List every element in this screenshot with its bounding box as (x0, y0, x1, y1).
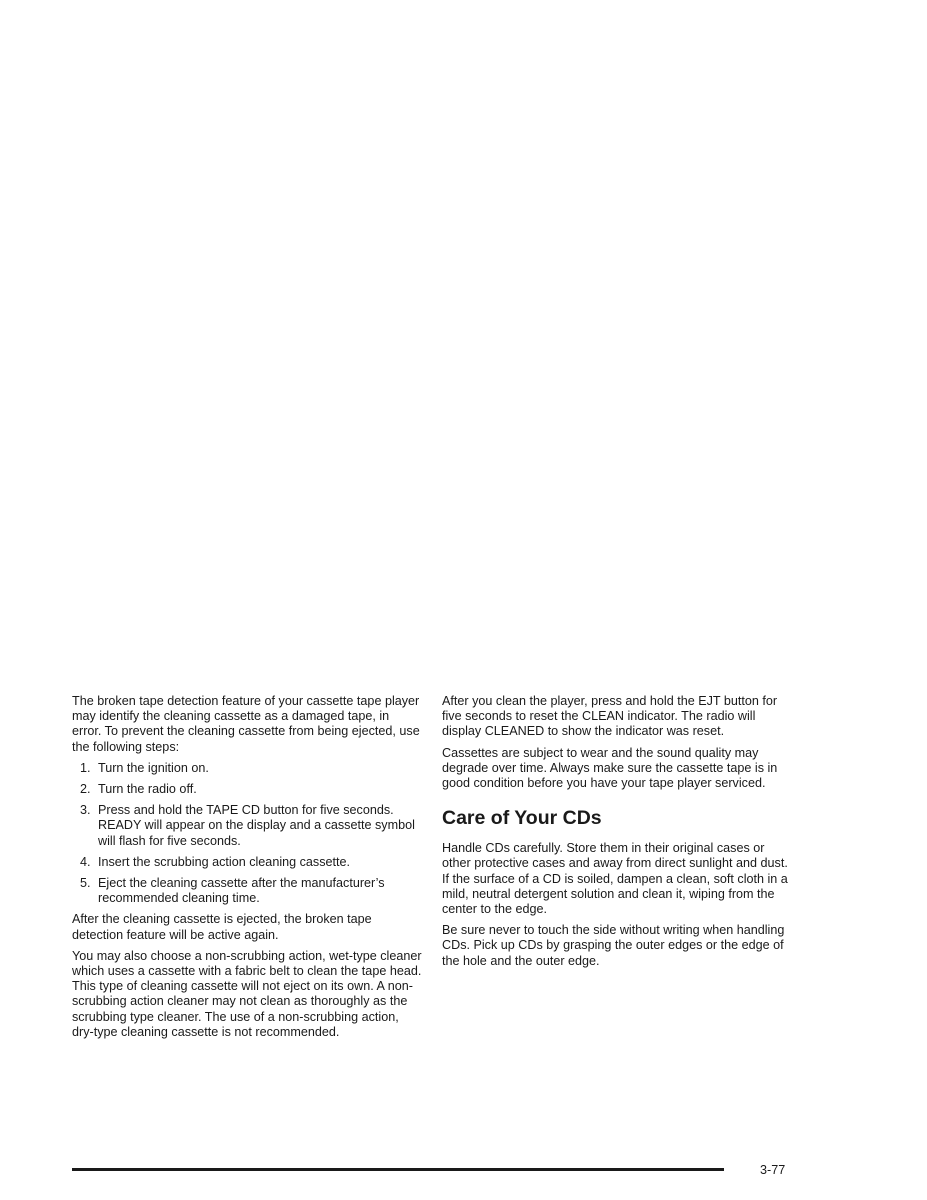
step-text: Eject the cleaning cassette after the manufacturer’s recommended cleaning time. (98, 876, 385, 906)
page-number: 3-77 (760, 1163, 786, 1177)
step-text: Insert the scrubbing action cleaning cassette. (98, 854, 351, 869)
list-item (72, 761, 422, 776)
list-item (72, 855, 422, 870)
footer-rule (72, 1168, 724, 1171)
list-item (72, 782, 422, 797)
step-text: Turn the ignition on. (98, 760, 209, 775)
handle-cds-paragraph: Handle CDs carefully. Store them in their original cases or other protective cases and away from direct sunlight and dust. If the surface of a CD is soiled, dampen a clean, soft cloth in a mild, neutral detergent solution and clean it, wiping from the center to the edge. (442, 841, 788, 917)
step-text: Press and hold the TAPE CD button for five seconds. READY will appear on the display and a cassette symbol will flash for five seconds. (98, 803, 415, 848)
intro-paragraph: The broken tape detection feature of your cassette tape player may identify the cleaning cassette as a damaged tape, in error. To prevent the cleaning cassette from being ejected, use the following steps: (72, 694, 420, 754)
list-item (72, 876, 422, 906)
step-number: 3. (80, 803, 91, 818)
list-item (72, 803, 422, 849)
left-column (72, 694, 422, 1046)
never-touch-paragraph: Be sure never to touch the side without writing when handling CDs. Pick up CDs by grasping the outer edges or the edge of the hole and the outer edge. (442, 923, 785, 968)
step-text: Turn the radio off. (98, 782, 197, 797)
non-scrubbing-paragraph: You may also choose a non-scrubbing action, wet-type cleaner which uses a cassette with a fabric belt to clean the tape head. This type of cleaning cassette will not eject on its own. A non-scrubbing action cleaner may not clean as thoroughly as the scrubbing type cleaner. The use of a non-scrubbing action, dry-type cleaning cassette is not recommended. (72, 948, 422, 1039)
step-number: 1. (80, 760, 91, 775)
cleaning-steps-list (72, 761, 422, 907)
right-column (442, 694, 792, 975)
section-heading: Care of Your CDs (442, 807, 602, 830)
step-number: 4. (80, 854, 91, 869)
after-eject-paragraph: After the cleaning cassette is ejected, the broken tape detection feature will be active again. (72, 912, 372, 942)
after-clean-paragraph: After you clean the player, press and hold the EJT button for five seconds to reset the CLEAN indicator. The radio will display CLEANED to show the indicator was reset. (442, 694, 778, 739)
cassette-wear-paragraph: Cassettes are subject to wear and the sound quality may degrade over time. Always make sure the cassette tape is in good condition before you have your tape player serviced. (442, 745, 778, 791)
step-number: 2. (80, 782, 91, 797)
step-number: 5. (80, 876, 91, 891)
